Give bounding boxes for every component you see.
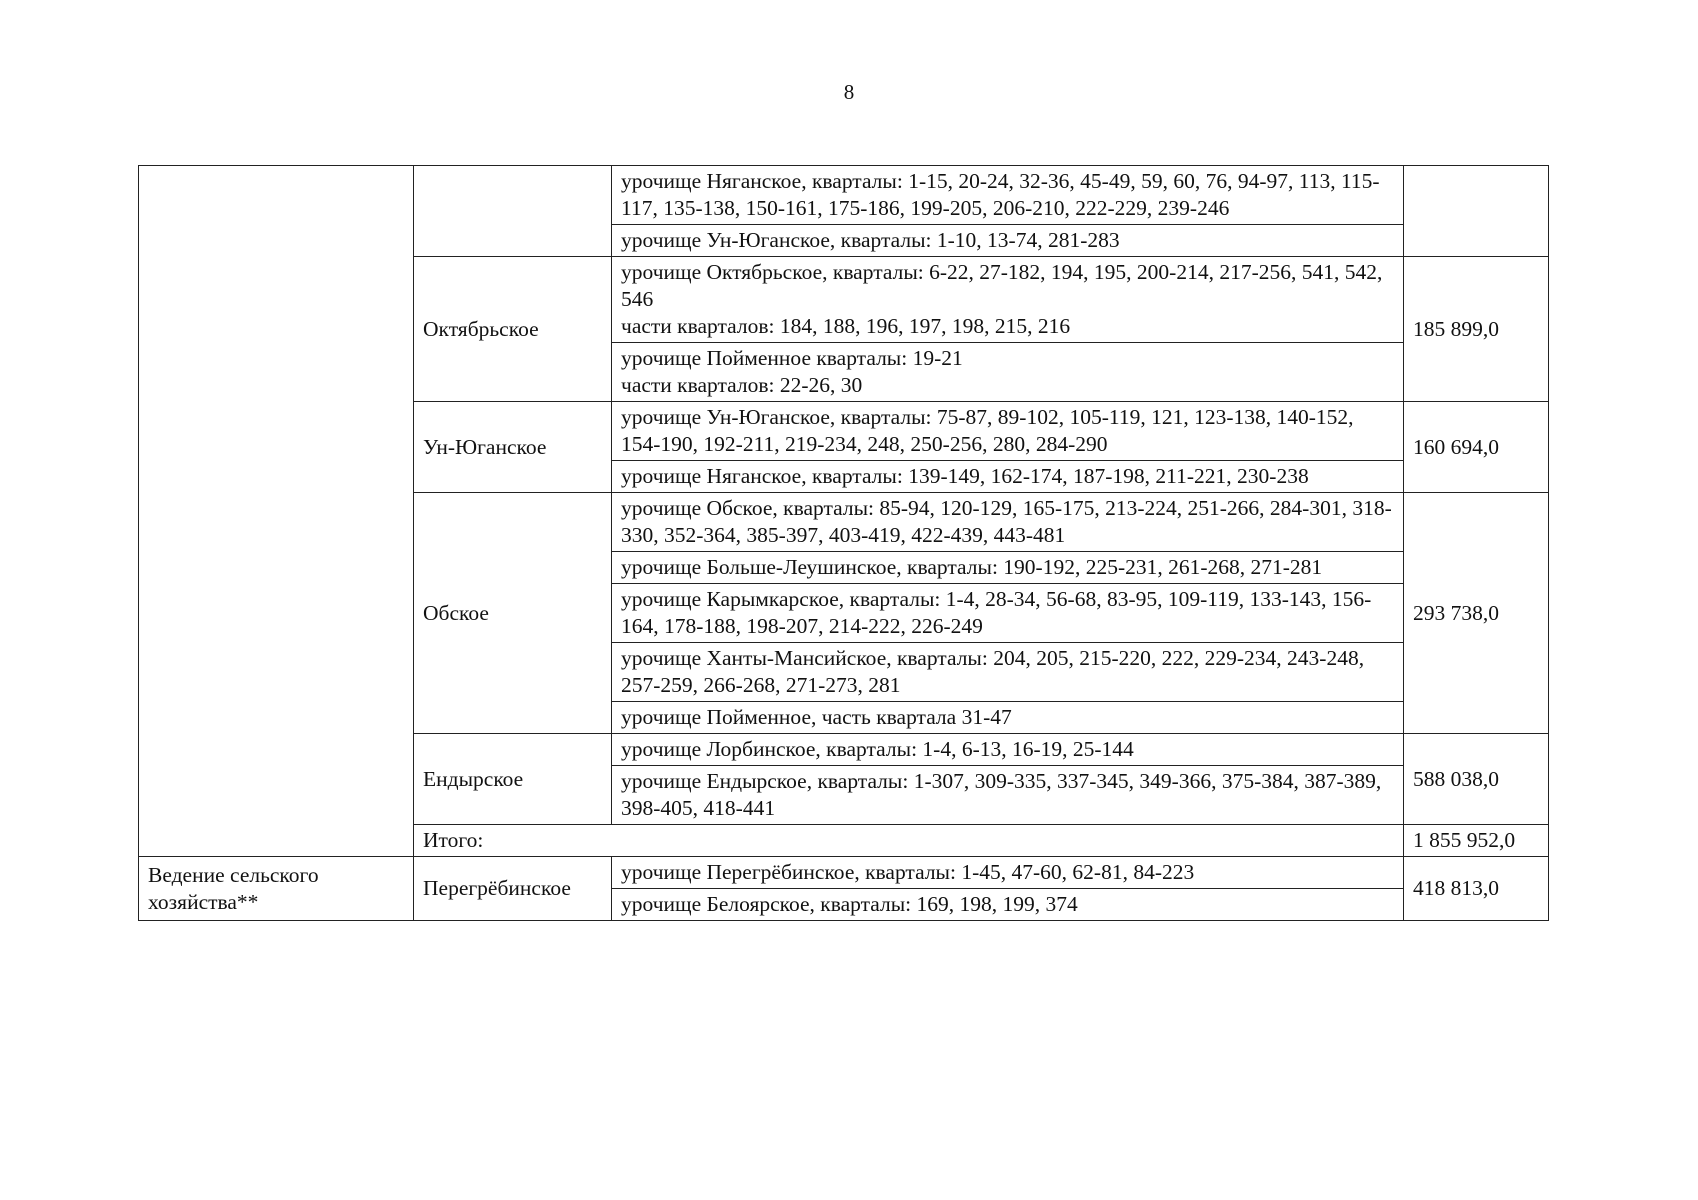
tract-line: урочище Обское, кварталы: 85-94, 120-129, 165-175, 213-224, 251-266, 284-301, 318-330, 352-364, 385-397, 403-419, 422-439, 443-481 [621, 496, 1392, 547]
tract-description [612, 857, 1404, 889]
tract-description [612, 257, 1404, 343]
tract-line: урочище Ун-Юганское, кварталы: 1-10, 13-74, 281-283 [621, 228, 1120, 252]
purpose-cell [139, 166, 414, 857]
tract-description [612, 343, 1404, 402]
tract-description [612, 166, 1404, 225]
area-cell: 588 038,0 [1404, 734, 1549, 825]
tract-line: урочище Пойменное кварталы: 19-21 [621, 346, 963, 370]
table-row [139, 166, 1549, 225]
district-cell: Октябрьское [414, 257, 612, 402]
tract-line: урочище Лорбинское, кварталы: 1-4, 6-13, 16-19, 25-144 [621, 737, 1134, 761]
tract-line: урочище Белоярское, кварталы: 169, 198, 199, 374 [621, 892, 1078, 916]
area-cell [1404, 166, 1549, 257]
tract-line: урочище Больше-Леушинское, кварталы: 190-192, 225-231, 261-268, 271-281 [621, 555, 1323, 579]
tract-line: части кварталов: 22-26, 30 [621, 373, 863, 397]
tract-line: урочище Няганское, кварталы: 139-149, 162-174, 187-198, 211-221, 230-238 [621, 464, 1309, 488]
tract-line: части кварталов: 184, 188, 196, 197, 198, 215, 216 [621, 314, 1071, 338]
district-cell: Обское [414, 493, 612, 734]
total-label: Итого: [414, 825, 1404, 857]
tract-description [612, 402, 1404, 461]
tract-line: урочище Ун-Юганское, кварталы: 75-87, 89-102, 105-119, 121, 123-138, 140-152, 154-190, 192-211, 219-234, 248, 250-256, 280, 284-290 [621, 405, 1354, 456]
tract-line: урочище Няганское, кварталы: 1-15, 20-24, 32-36, 45-49, 59, 60, 76, 94-97, 113, 115-117, 135-138, 150-161, 175-186, 199-205, 206-210, 222-229, 239-246 [621, 169, 1380, 220]
tract-description [612, 493, 1404, 552]
district-cell: Ун-Юганское [414, 402, 612, 493]
district-cell: Перегрёбинское [414, 857, 612, 921]
forest-quarters-table [138, 165, 1549, 921]
area-cell: 293 738,0 [1404, 493, 1549, 734]
tract-line: урочище Ендырское, кварталы: 1-307, 309-335, 337-345, 349-366, 375-384, 387-389, 398-405, 418-441 [621, 769, 1382, 820]
tract-description [612, 461, 1404, 493]
tract-line: урочище Ханты-Мансийское, кварталы: 204, 205, 215-220, 222, 229-234, 243-248, 257-259, 266-268, 271-273, 281 [621, 646, 1365, 697]
tract-description [612, 225, 1404, 257]
tract-description [612, 889, 1404, 921]
tract-description [612, 552, 1404, 584]
tract-description [612, 766, 1404, 825]
tract-description [612, 584, 1404, 643]
tract-line: урочище Пойменное, часть квартала 31-47 [621, 705, 1012, 729]
area-cell: 418 813,0 [1404, 857, 1549, 921]
area-cell: 185 899,0 [1404, 257, 1549, 402]
purpose-cell: Ведение сельского хозяйства** [139, 857, 414, 921]
tract-line: урочище Карымкарское, кварталы: 1-4, 28-34, 56-68, 83-95, 109-119, 133-143, 156-164, 178-188, 198-207, 214-222, 226-249 [621, 587, 1372, 638]
tract-description [612, 643, 1404, 702]
tract-description [612, 702, 1404, 734]
table-row [139, 857, 1549, 889]
page-number: 8 [843, 80, 855, 104]
tract-line: урочище Октябрьское, кварталы: 6-22, 27-182, 194, 195, 200-214, 217-256, 541, 542, 546 [621, 260, 1383, 311]
tract-description [612, 734, 1404, 766]
tract-line: урочище Перегрёбинское, кварталы: 1-45, 47-60, 62-81, 84-223 [621, 860, 1195, 884]
area-cell: 160 694,0 [1404, 402, 1549, 493]
district-cell: Ендырское [414, 734, 612, 825]
total-value: 1 855 952,0 [1404, 825, 1549, 857]
district-cell [414, 166, 612, 257]
